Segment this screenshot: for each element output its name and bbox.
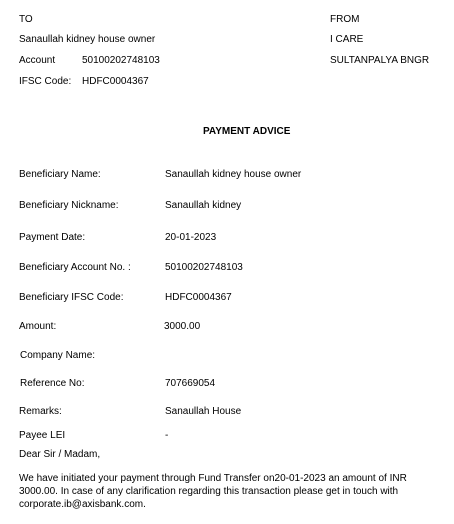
reference-no-label: Reference No: [20, 378, 85, 389]
beneficiary-name-label: Beneficiary Name: [19, 169, 101, 180]
from-line1: I CARE [330, 34, 364, 45]
to-ifsc-label: IFSC Code: [19, 76, 72, 87]
payee-lei-value: - [165, 430, 169, 441]
beneficiary-ifsc-label: Beneficiary IFSC Code: [19, 292, 124, 303]
to-account-value: 50100202748103 [82, 55, 160, 66]
payment-date-label: Payment Date: [19, 232, 86, 243]
remarks-label: Remarks: [19, 406, 62, 417]
beneficiary-account-label: Beneficiary Account No. : [19, 262, 131, 273]
payment-date-value: 20-01-2023 [165, 232, 217, 243]
reference-no-value: 707669054 [165, 378, 216, 389]
to-label: TO [19, 14, 33, 25]
to-name: Sanaullah kidney house owner [19, 34, 156, 45]
beneficiary-name-value: Sanaullah kidney house owner [165, 169, 302, 180]
salutation: Dear Sir / Madam, [19, 449, 101, 460]
from-line2: SULTANPALYA BNGR [330, 55, 430, 66]
body-paragraph: We have initiated your payment through Fund Transfer on20-01-2023 an amount of INR 3000.00. In case of any clarification regarding this transaction please get in touch with corporate.ib@axisbank.com. [19, 473, 407, 510]
company-name-label: Company Name: [20, 350, 96, 361]
remarks-value: Sanaullah House [165, 406, 242, 417]
payee-lei-label: Payee LEI [19, 430, 66, 441]
to-account-label: Account [19, 55, 56, 66]
to-ifsc-value: HDFC0004367 [82, 76, 149, 87]
beneficiary-nickname-value: Sanaullah kidney [165, 200, 242, 211]
amount-label: Amount: [19, 321, 57, 332]
beneficiary-nickname-label: Beneficiary Nickname: [19, 200, 119, 211]
page-title: PAYMENT ADVICE [203, 126, 291, 137]
beneficiary-account-value: 50100202748103 [165, 262, 243, 273]
beneficiary-ifsc-value: HDFC0004367 [165, 292, 232, 303]
from-label: FROM [330, 14, 360, 25]
amount-value: 3000.00 [164, 321, 201, 332]
